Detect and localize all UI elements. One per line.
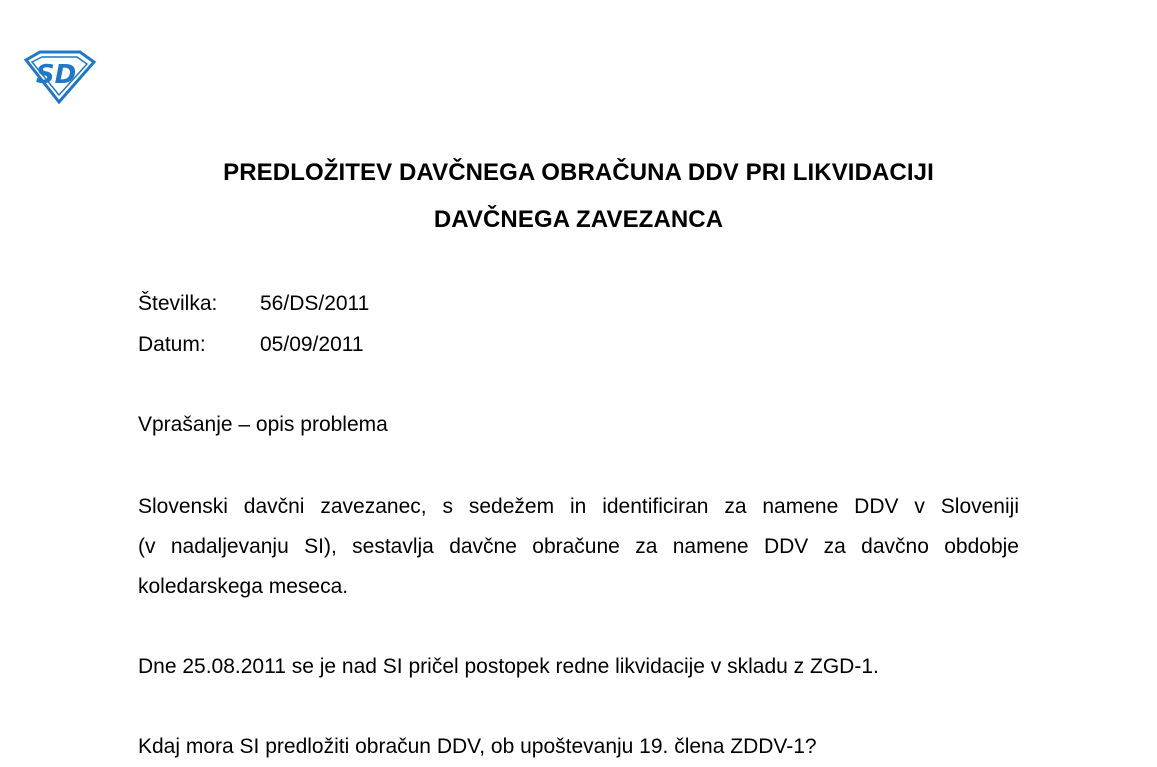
sd-shield-icon: [22, 48, 96, 104]
paragraph-1: [138, 487, 1019, 607]
section-heading: Vprašanje – opis problema: [138, 413, 388, 436]
paragraph-2-line: Dne 25.08.2011 se je nad SI pričel postopek redne likvidacije v skladu z ZGD-1.: [138, 655, 879, 678]
company-logo: [22, 48, 96, 104]
paragraph-1-line-2: (v nadaljevanju SI), sestavlja davčne obračune za namene DDV za davčno obdobje: [138, 535, 1019, 558]
paragraph-1-line-1: Slovenski davčni zavezanec, s sedežem in identificiran za namene DDV v Sloveniji: [138, 495, 1019, 518]
paragraph-3-partial: [138, 727, 1019, 767]
paragraph-2: [138, 647, 1019, 687]
number-label: Številka:: [138, 292, 218, 315]
date-label: Datum:: [138, 333, 206, 356]
document-title-line-1: PREDLOŽITEV DAVČNEGA OBRAČUNA DDV PRI LIKVIDACIJI: [223, 159, 934, 186]
document-title-line-2: DAVČNEGA ZAVEZANCA: [433, 206, 724, 233]
number-value: 56/DS/2011: [260, 292, 370, 315]
date-value: 05/09/2011: [260, 333, 364, 356]
paragraph-3-line: Kdaj mora SI predložiti obračun DDV, ob upoštevanju 19. člena ZDDV-1?: [138, 735, 817, 758]
logo-lettering: SD: [35, 60, 77, 90]
paragraph-1-line-3: koledarskega meseca.: [138, 575, 349, 598]
